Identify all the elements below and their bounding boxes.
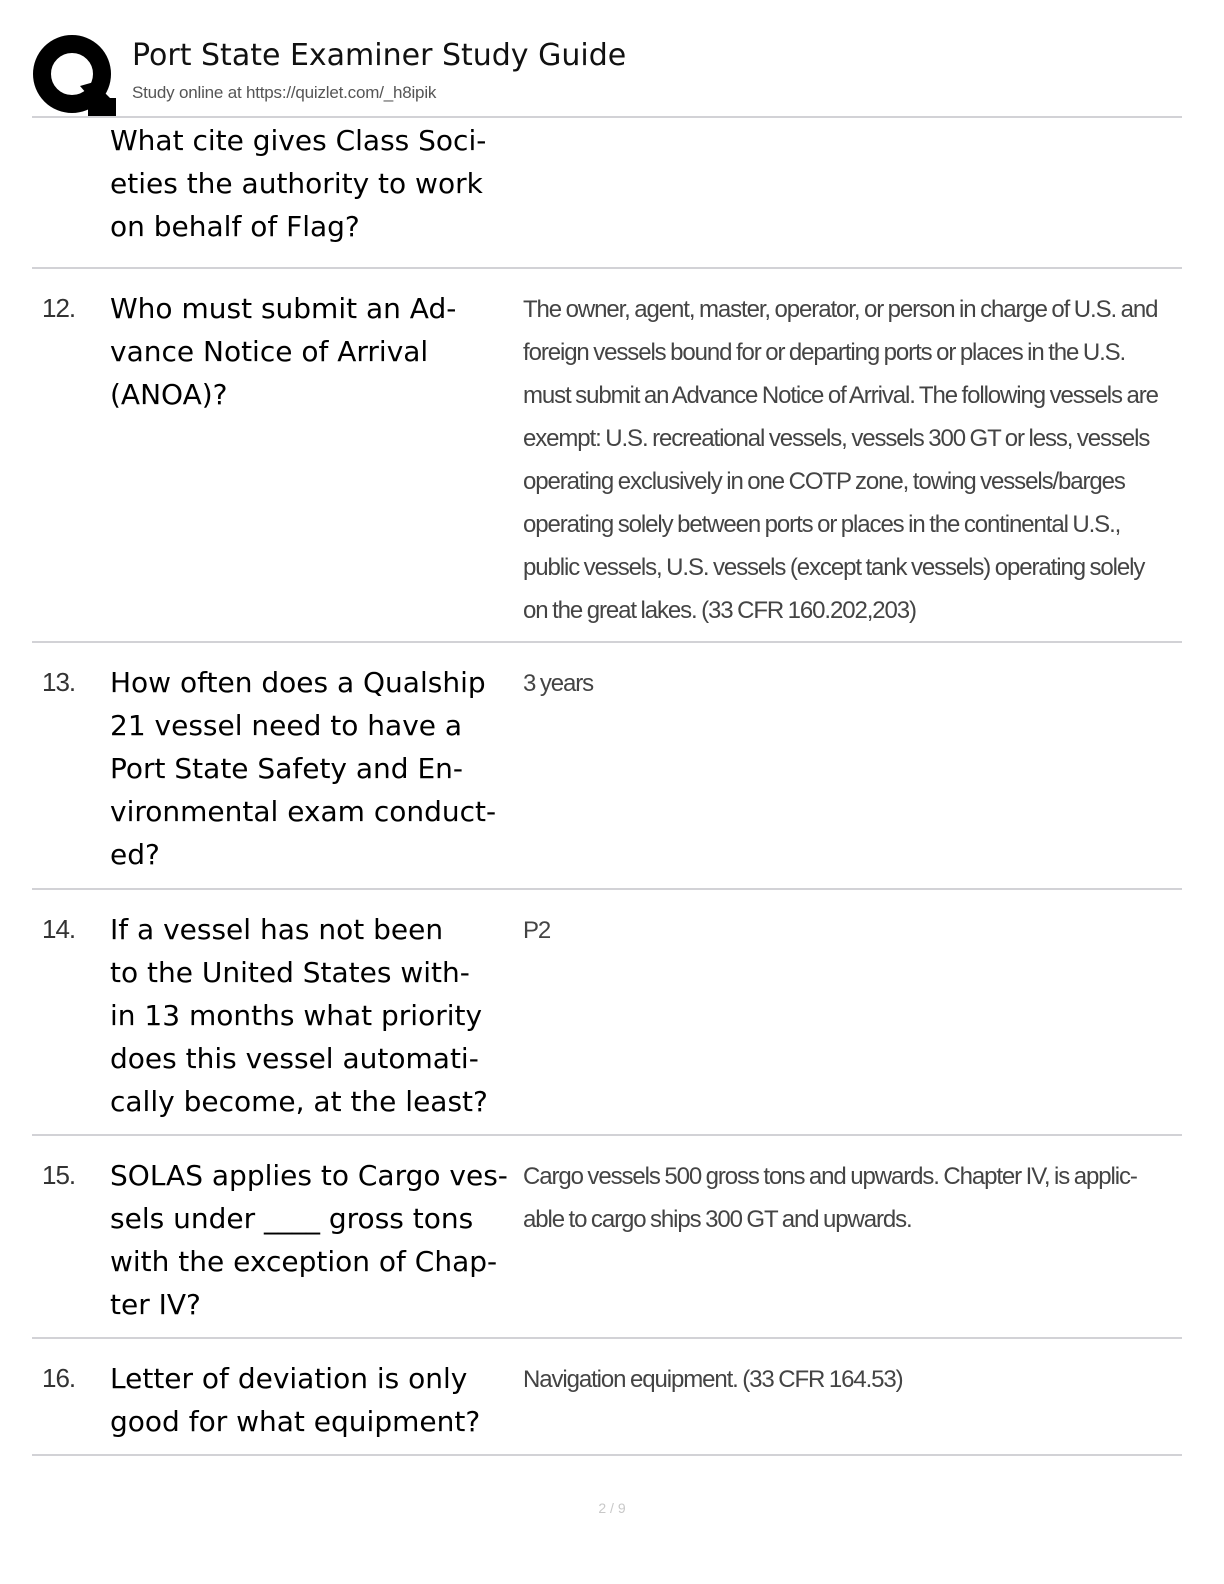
card-answer: 3 years [523,670,594,697]
card-answer: Navigation equipment. (33 CFR 164.53) [523,1366,903,1393]
card-number: 15. [42,1160,76,1190]
card-number: 16. [42,1363,76,1393]
card-number: 14. [42,914,76,944]
flashcard-list [32,118,1182,1456]
card-question: How often does a Qualship 21 vessel need to have a Port State Safety and En- vironmental exam conduct- ed? [110,666,497,871]
page-number: 2 / 9 [598,1500,626,1516]
flashcard-row [32,118,1182,269]
card-question: Letter of deviation is only good for what equipment? [110,1362,481,1438]
card-answer: P2 [523,917,551,944]
flashcard-row [32,643,1182,890]
card-question: What cite gives Class Soci- eties the authority to work on behalf of Flag? [110,124,487,243]
card-number: 13. [42,667,76,697]
card-question: Who must submit an Ad- vance Notice of Arrival (ANOA)? [110,292,457,411]
card-answer: Cargo vessels 500 gross tons and upwards. Chapter IV, is applic- able to cargo ships 300 GT and upwards. [523,1163,1137,1233]
card-number: 12. [42,293,76,323]
card-answer: The owner, agent, master, operator, or person in charge of U.S. and foreign vessels bound for or departing ports or places in the U.S. must submit an Advance Notice of Arrival. The following vessels are exempt: U.S. recreational vessels, vessels 300 GT or less, vessels operating exclusively in one COTP zone, towing vessels/barges operating solely between ports or places in the continental U.S., public vessels, U.S. vessels (except tank vessels) operating solely on the great lakes. (33 CFR 160.202,203) [523,296,1158,624]
flashcard-row [32,269,1182,643]
study-online-link[interactable]: Study online at https://quizlet.com/_h8ipik [132,83,437,102]
page-header [32,34,1182,118]
card-question: SOLAS applies to Cargo ves- sels under ____ gross tons with the exception of Chap- ter IV? [110,1159,508,1321]
flashcard-row [32,1339,1182,1456]
flashcard-row [32,1136,1182,1339]
card-question: If a vessel has not been to the United States with- in 13 months what priority does this vessel automati- cally become, at the least? [110,913,488,1118]
page-title: Port State Examiner Study Guide [132,38,627,73]
flashcard-row [32,890,1182,1136]
quizlet-logo-icon [32,34,116,118]
